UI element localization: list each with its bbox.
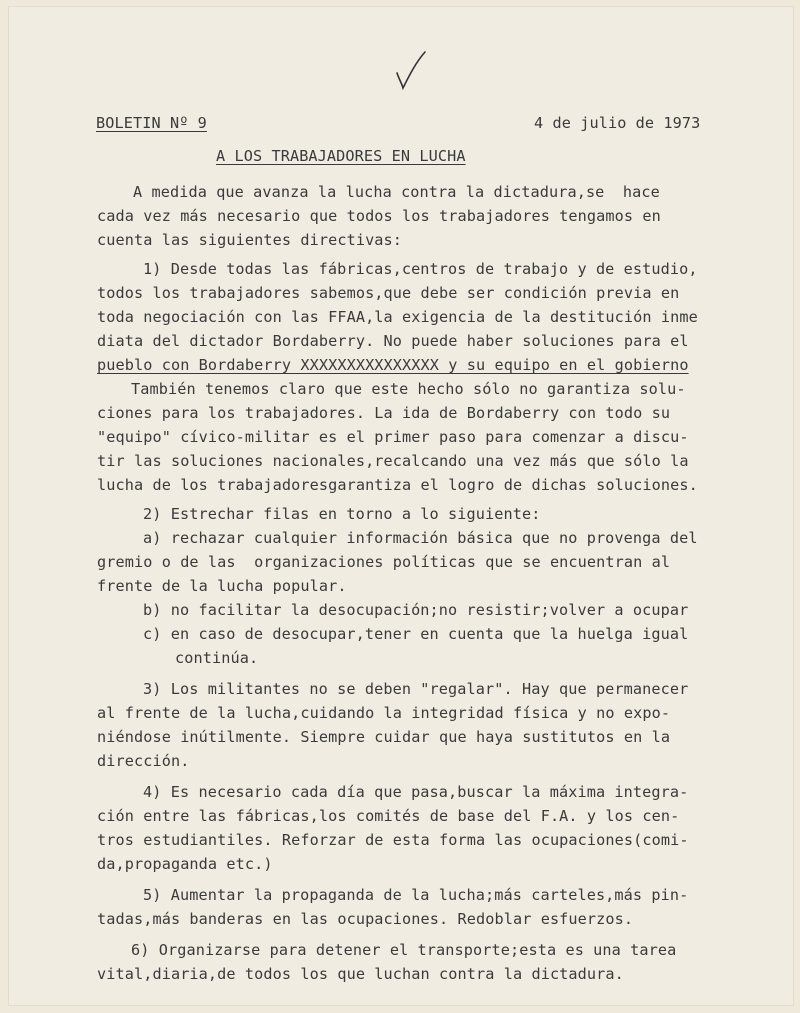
directive-1-line: toda negociación con las FFAA,la exigencia de la destitución inme bbox=[97, 308, 698, 326]
handwritten-check-mark bbox=[392, 48, 432, 94]
paragraph-line: cuenta las siguientes directivas: bbox=[97, 231, 403, 249]
directive-2-line: gremio o de las organizaciones políticas que se encuentran al bbox=[97, 553, 671, 571]
directive-2-line: 2) Estrechar filas en torno a lo siguiente: bbox=[143, 505, 541, 523]
directive-1-line: También tenemos claro que este hecho sólo no garantiza solu- bbox=[131, 380, 686, 398]
directive-2-line: b) no facilitar la desocupación;no resistir;volver a ocupar bbox=[143, 601, 689, 619]
directive-2-line: c) en caso de desocupar,tener en cuenta que la huelga igual bbox=[143, 625, 689, 643]
paragraph-line: cada vez más necesario que todos los trabajadores tengamos en bbox=[97, 207, 661, 225]
directive-1-line: "equipo" cívico-militar es el primer paso para comenzar a discu- bbox=[97, 428, 689, 446]
directive-6-line: vital,diaria,de todos los que luchan contra la dictadura. bbox=[97, 965, 624, 983]
directive-1-line: todos los trabajadores sabemos,que debe ser condición previa en bbox=[97, 284, 680, 302]
directive-4-line: 4) Es necesario cada día que pasa,buscar la máxima integra- bbox=[143, 783, 689, 801]
directive-2-line: continúa. bbox=[175, 649, 259, 667]
directive-1-line: diata del dictador Bordaberry. No puede haber soluciones para el bbox=[97, 332, 689, 350]
directive-4-line: tros estudiantiles. Reforzar de esta forma las ocupaciones(comi- bbox=[97, 831, 689, 849]
directive-1-line: tir las soluciones nacionales,recalcando una vez más que sólo la bbox=[97, 452, 689, 470]
directive-6-line: 6) Organizarse para detener el transporte;esta es una tarea bbox=[131, 941, 677, 959]
directive-5-line: 5) Aumentar la propaganda de la lucha;más carteles,más pin- bbox=[143, 886, 689, 904]
paragraph-line: A medida que avanza la lucha contra la dictadura,se hace bbox=[133, 183, 660, 201]
directive-1-line: 1) Desde todas las fábricas,centros de trabajo y de estudio, bbox=[143, 260, 698, 278]
document-date: 4 de julio de 1973 bbox=[534, 114, 701, 132]
bulletin-number: BOLETIN Nº 9 bbox=[96, 114, 207, 132]
directive-5-line: tadas,más banderas en las ocupaciones. Redoblar esfuerzos. bbox=[97, 910, 634, 928]
directive-3-line: al frente de la lucha,cuidando la integridad física y no expo- bbox=[97, 704, 671, 722]
directive-4-line: da,propaganda etc.) bbox=[97, 855, 273, 873]
directive-2-line: frente de la lucha popular. bbox=[97, 577, 347, 595]
directive-3-line: niéndose inútilmente. Siempre cuidar que haya sustitutos en la bbox=[97, 728, 671, 746]
document-title: A LOS TRABAJADORES EN LUCHA bbox=[216, 147, 466, 165]
directive-1-line: pueblo con Bordaberry XXXXXXXXXXXXXXX y su equipo en el gobierno bbox=[97, 356, 689, 374]
directive-4-line: ción entre las fábricas,los comités de base del F.A. y los cen- bbox=[97, 807, 680, 825]
directive-1-line: lucha de los trabajadoresgarantiza el logro de dichas soluciones. bbox=[97, 476, 698, 494]
directive-3-line: 3) Los militantes no se deben "regalar". Hay que permanecer bbox=[143, 680, 689, 698]
directive-2-line: a) rechazar cualquier información básica que no provenga del bbox=[143, 529, 698, 547]
directive-1-line: ciones para los trabajadores. La ida de Bordaberry con todo su bbox=[97, 404, 671, 422]
directive-3-line: dirección. bbox=[97, 752, 190, 770]
